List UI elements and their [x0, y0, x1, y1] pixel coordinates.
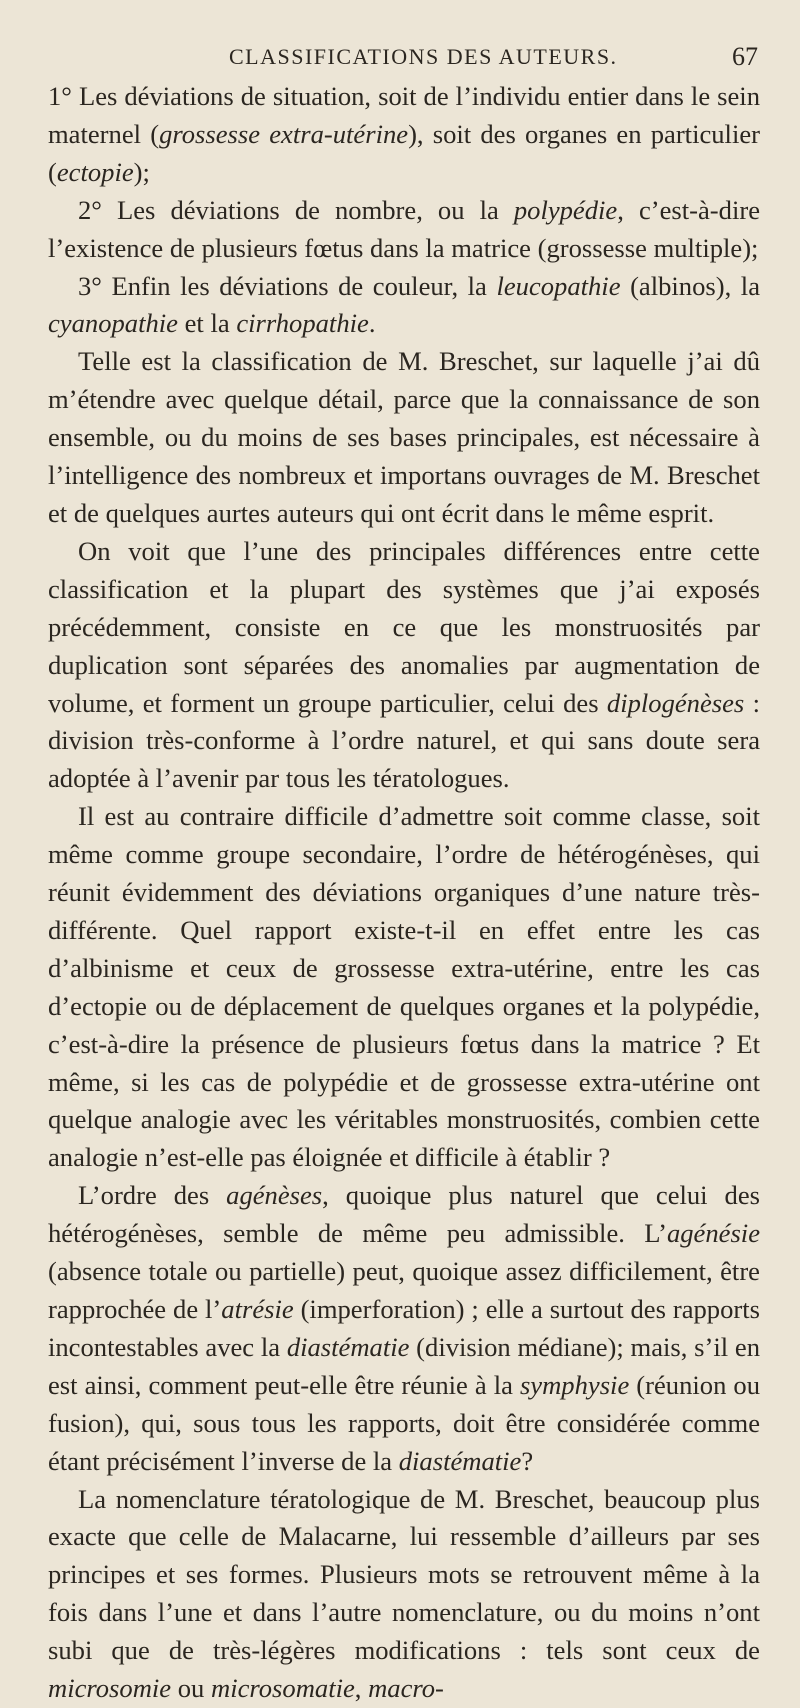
paragraph-8	[48, 1481, 760, 1708]
text-run: .	[368, 308, 376, 339]
running-head-title: CLASSIFICATIONS DES AUTEURS.	[229, 44, 618, 69]
text-run: 3° Enfin les déviations de couleur, la	[78, 270, 497, 301]
text-run: Il est au contraire difficile d’admettre soit comme classe, soit même comme groupe secondaire, l’ordre de hétérogénèses, qui réunit évidemment des déviations organiques d’une nature très-différente. Quel rapport existe-t-il en effet entre les cas d’albinisme et ceux de grossesse extra-utérine, entre les cas d’ectopie ou de déplacement de quelques organes et la polypédie, c’est-à-dire la présence de plusieurs fœtus dans la matrice ? Et même, si les cas de polypédie et de grossesse extra-utérine ont quelque analogie avec les véritables monstruosités, combien cette analogie n’est-elle pas éloignée et difficile à établir ?	[48, 801, 760, 1173]
italic-term: microsomie	[48, 1673, 172, 1704]
italic-term: diplogénèses	[606, 687, 745, 718]
body-text	[48, 78, 760, 1708]
text-run: 1° Les déviations de situation, soit de l’individu entier dans le sein maternel (	[48, 81, 760, 149]
italic-term: polypédie	[513, 194, 618, 225]
text-run: );	[133, 156, 150, 187]
text-run: Telle est la classification de M. Breschet, sur laquelle j’ai dû m’étendre avec quelque détail, parce que la connaissance de son ensemble, ou du moins de ses bases principales, est nécessaire à l’intelligence des nombreux et importans ouvrages de M. Breschet et de quelques aurtes auteurs qui ont écrit dans le même esprit.	[48, 346, 760, 528]
text-run: ?	[521, 1445, 534, 1476]
page-number: 67	[732, 42, 758, 71]
text-run: ), soit des organes en particulier (	[48, 118, 760, 187]
italic-term: agénèses	[226, 1180, 323, 1211]
text-run: 2° Les déviations de nombre, ou la	[78, 194, 514, 225]
paragraph-1	[48, 78, 760, 192]
paragraph-6	[48, 798, 760, 1177]
text-run: L’ordre des	[78, 1180, 227, 1211]
running-head	[48, 44, 760, 78]
italic-term: grossesse extra-utérine	[159, 118, 409, 149]
paragraph-3	[48, 268, 760, 344]
text-run: ,	[354, 1673, 369, 1704]
text-run: et la	[177, 308, 237, 339]
paragraph-7	[48, 1177, 760, 1480]
text-run: , quoique plus naturel que celui des hétérogénèses, semble de même peu admissible. L’	[48, 1180, 760, 1249]
text-run: On voit que l’une des principales différences entre cette classification et la plupart des systèmes que j’ai exposés précédemment, consiste en ce que les monstruosités par duplication sont séparées des anomalies par augmentation de volume, et forment un groupe particulier, celui des	[48, 535, 760, 718]
text-run: La nomenclature tératologique de M. Breschet, beaucoup plus exacte que celle de Malacarne, lui ressemble d’ailleurs par ses principes et ses formes. Plusieurs mots se retrouvent même à la fois dans l’une et dans l’autre nomenclature, ou du moins n’ont subi que de très-légères modifications : tels sont ceux de	[48, 1483, 760, 1666]
paragraph-5	[48, 533, 760, 798]
italic-term: diastématie	[286, 1331, 410, 1362]
text-run: (imperforation) ; elle a surtout des rapports incontestables avec la	[48, 1294, 760, 1362]
text-run: : division très-conforme à l’ordre naturel, et qui sans doute sera adoptée à l’avenir par tous les tératologues.	[48, 687, 761, 794]
italic-term: cirrhopathie	[236, 308, 369, 339]
paragraph-2	[48, 192, 760, 268]
text-run: (albinos), la	[620, 270, 760, 301]
italic-term: symphysie	[519, 1369, 630, 1400]
text-run: (réunion ou fusion), qui, sous tous les rapports, doit être considérée comme étant précisément l’inverse de la	[48, 1369, 760, 1476]
text-run: (division médiane); mais, s’il en est ainsi, comment peut-elle être réunie à la	[48, 1331, 761, 1400]
text-run: , c’est-à-dire l’existence de plusieurs fœtus dans la matrice (grossesse multiple);	[48, 194, 761, 263]
italic-term: ectopie	[56, 156, 134, 187]
italic-term: atrésie	[221, 1294, 294, 1324]
italic-term: diastématie	[398, 1445, 522, 1476]
italic-term: macro-	[368, 1673, 444, 1704]
italic-term: cyanopathie	[48, 308, 178, 339]
text-run: (absence totale ou partielle) peut, quoique assez difficilement, être rapprochée de l’	[48, 1256, 760, 1324]
italic-term: microsomatie	[211, 1673, 355, 1704]
italic-term: agénésie	[666, 1218, 760, 1249]
paragraph-4	[48, 343, 760, 533]
text-run: ou	[171, 1673, 211, 1704]
italic-term: leucopathie	[496, 270, 621, 301]
